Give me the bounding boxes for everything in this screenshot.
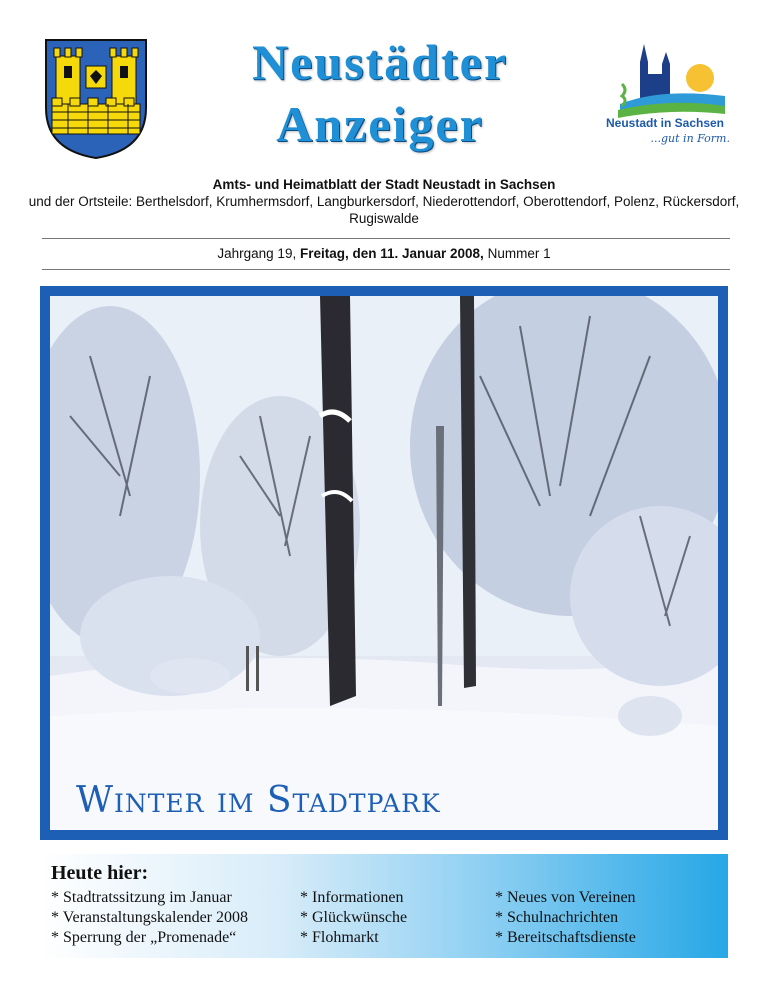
- contents-column-1: [51, 888, 248, 948]
- issue-number: Nummer 1: [487, 246, 551, 261]
- issue-date: Freitag, den 11. Januar 2008,: [299, 246, 484, 261]
- masthead-title-line2: Anzeiger: [276, 96, 484, 152]
- town-logo: [600, 38, 730, 150]
- masthead-title-line1: Neustädter: [251, 34, 509, 90]
- divider-top: [42, 238, 730, 239]
- town-name: Neustadt in Sachsen: [605, 116, 725, 130]
- town-skyline-icon: [600, 38, 730, 118]
- contents-heading: Heute hier:: [51, 862, 149, 884]
- contents-item: * Stadtratssitzung im Januar: [51, 889, 232, 906]
- contents-box: [40, 854, 728, 958]
- contents-column-2: [300, 888, 407, 948]
- cover-photo: [50, 296, 718, 830]
- districts-line: und der Ortsteile: Berthelsdorf, Krumhermsdorf, Langburkersdorf, Niederottendorf, Oberottendorf, Polenz, Rückersdorf, Rugiswalde: [28, 194, 740, 226]
- contents-column-3: [495, 888, 636, 948]
- contents-item: * Sperrung der „Promenade“: [51, 929, 237, 946]
- contents-item: * Glückwünsche: [300, 909, 408, 926]
- winter-park-image: [50, 296, 718, 830]
- cover-photo-frame: [40, 286, 728, 840]
- contents-item: * Informationen: [300, 889, 404, 906]
- contents-item: * Bereitschaftsdienste: [495, 929, 636, 946]
- divider-bottom: [42, 269, 730, 270]
- cover-photo-caption: Winter im Stadtpark: [76, 780, 441, 821]
- town-slogan: ...gut in Form.: [650, 132, 730, 145]
- contents-item: * Neues von Vereinen: [495, 889, 636, 906]
- contents-item: * Veranstaltungskalender 2008: [51, 909, 248, 926]
- issue-line: [0, 246, 768, 261]
- coat-of-arms-logo: [44, 38, 148, 160]
- issue-volume: Jahrgang 19,: [217, 246, 297, 261]
- contents-item: * Flohmarkt: [300, 929, 379, 946]
- contents-item: * Schulnachrichten: [495, 909, 619, 926]
- publication-subtitle: Amts- und Heimatblatt der Stadt Neustadt in Sachsen: [212, 177, 556, 192]
